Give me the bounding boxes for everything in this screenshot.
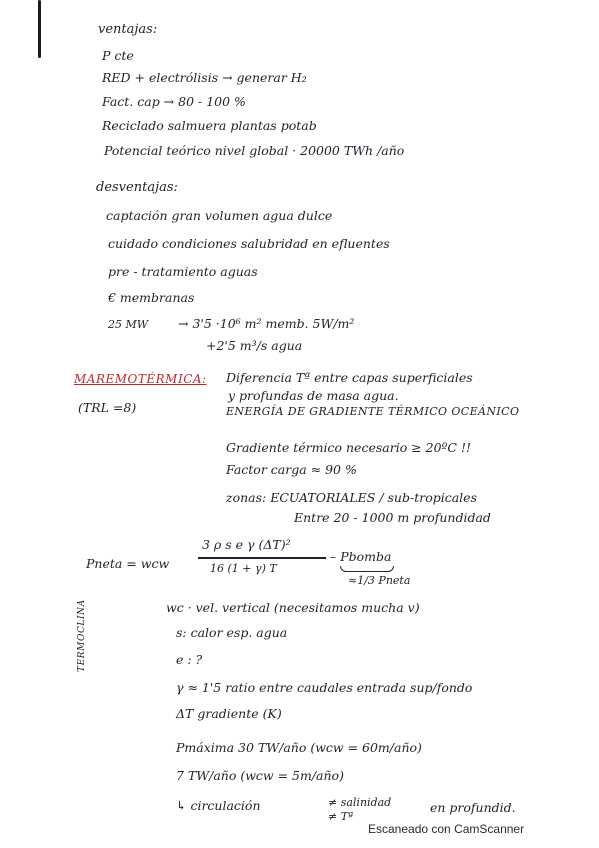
calc-membrane: → 3'5 ·10⁶ m² memb. 5W/m² [178, 316, 355, 331]
formula-minus-term: – Pbomba [330, 549, 392, 564]
seven-tw-line: 7 TW/año (wcw = 5m/año) [176, 768, 344, 783]
profundidad-note: en profundid. [430, 800, 516, 815]
calc-water: +2'5 m³/s agua [206, 338, 303, 353]
circulacion-line: ↳ circulación [176, 798, 261, 813]
formula-numerator: 3 ρ s e γ (ΔT)² [202, 537, 291, 552]
factor-line: Factor carga ≈ 90 % [226, 462, 357, 477]
maremotermica-title: MAREMOTÉRMICA: [74, 372, 207, 386]
ventajas-item: P cte [102, 48, 134, 63]
underbrace [340, 566, 394, 572]
calc-power: 25 MW [108, 318, 149, 331]
desventajas-item: cuidado condiciones salubridad en efluentes [108, 236, 390, 251]
desventajas-item: € membranas [108, 290, 195, 305]
variable-line: wc · vel. vertical (necesitamos mucha v) [166, 600, 420, 615]
formula-denominator: 16 (1 + γ) T [210, 562, 277, 575]
ventajas-item: RED + electrólisis → generar H₂ [102, 70, 307, 85]
brace-note: ≈1/3 Pneta [348, 574, 411, 587]
maremotermica-desc: y profundas de masa agua. [228, 388, 399, 403]
fraction-bar [198, 557, 326, 559]
desventajas-item: pre - tratamiento aguas [108, 264, 258, 279]
ventajas-item: Fact. cap → 80 - 100 % [102, 94, 246, 109]
ventajas-title: ventajas: [98, 22, 158, 37]
salinidad-note: ≠ salinidad [328, 796, 392, 809]
gradiente-line: Gradiente térmico necesario ≥ 20ºC !! [226, 440, 472, 455]
margin-ink-stroke [38, 0, 41, 58]
ventajas-item: Reciclado salmuera plantas potab [102, 118, 317, 133]
variable-line: ΔT gradiente (K) [176, 706, 282, 721]
desventajas-title: desventajas: [96, 180, 178, 195]
formula-lhs: Pneta = wcw [86, 556, 170, 571]
temperature-note: ≠ Tª [328, 810, 354, 823]
maremotermica-desc: Diferencia Tª entre capas superficiales [226, 370, 473, 385]
zonas-depth: Entre 20 - 1000 m profundidad [294, 510, 491, 525]
variable-line: γ ≈ 1'5 ratio entre caudales entrada sup/fondo [176, 680, 473, 695]
variable-line: s: calor esp. agua [176, 625, 288, 640]
termoclina-label: TERMOCLINA [77, 599, 87, 672]
zonas-line: zonas: ECUATORIALES / sub-tropicales [226, 490, 477, 505]
camscanner-watermark: Escaneado con CamScanner [368, 822, 525, 836]
maremotermica-caps: ENERGÍA DE GRADIENTE TÉRMICO OCEÁNICO [226, 405, 520, 418]
desventajas-item: captación gran volumen agua dulce [106, 208, 333, 223]
ventajas-item: Potencial teórico nivel global · 20000 TWh /año [104, 143, 405, 158]
trl-label: (TRL =8) [78, 400, 137, 415]
pmaxima-line: Pmáxima 30 TW/año (wcw = 60m/año) [176, 740, 422, 755]
variable-line: e : ? [176, 652, 203, 667]
